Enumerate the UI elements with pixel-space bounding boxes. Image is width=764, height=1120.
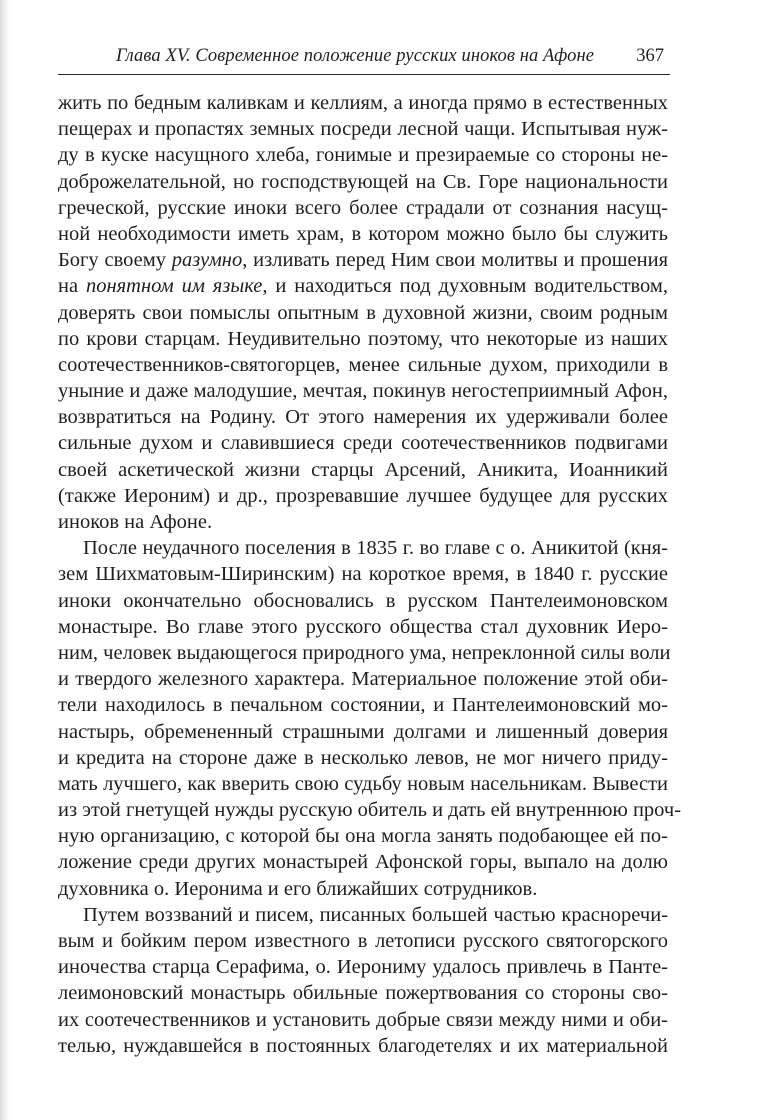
text-line: ную организацию, с которой бы она могла занять подобающее ей по-	[58, 825, 668, 848]
text-line: иноков на Афоне.	[58, 511, 213, 533]
text-line: (также Иероним) и др., прозревавшие лучшее будущее для русских	[58, 484, 668, 507]
text-line: по крови старцам. Неудивительно поэтому, что некоторые из наших	[58, 327, 668, 350]
text-line: доброжелательной, но господствующей на Св. Горе национальности	[58, 170, 668, 193]
text-line: уныние и даже малодушие, мечтая, покинув негостеприимный Афон,	[58, 380, 668, 403]
text-line: иноки окончательно обосновались в русском Пантелеимоновском	[58, 589, 668, 612]
text-line: своей аскетической жизни старцы Арсений, Аникита, Иоанникий	[58, 458, 668, 481]
text-line: вым и бойким пером известного в летописи русского святогорского	[58, 930, 668, 952]
text-line: возвратиться на Родину. От этого намерения их удерживали более	[58, 406, 668, 429]
text-line: жить по бедным каливкам и келлиям, а иногда прямо в естественных	[58, 92, 668, 114]
text-fragment: Богу своему	[58, 249, 172, 272]
text-line	[58, 273, 668, 299]
text-line: ной необходимости иметь храм, в котором можно было бы служить	[58, 222, 668, 245]
text-line: доверять свои помыслы опытным в духовной жизни, своим родным	[58, 301, 668, 324]
running-title: Глава XV. Современное положение русских иноков на Афоне	[116, 46, 595, 66]
text-fragment: , и находиться под духовным водительством,	[262, 275, 668, 298]
text-line: и кредита на стороне даже в несколько левов, не мог ничего приду-	[58, 746, 668, 769]
text-line	[58, 247, 668, 273]
text-line: духовника о. Иеронима и его ближайших сотрудников.	[58, 877, 538, 900]
italic-emphasis: разумно	[171, 249, 243, 272]
text-line: греческой, русские иноки всего более страдали от сознания насущ-	[58, 196, 668, 219]
body-text	[58, 90, 682, 1059]
text-line: иночества старца Серафима, о. Иерониму удалось привлечь в Панте-	[58, 956, 668, 979]
text-line: соотечественников-святогорцев, менее сильные духом, приходили в	[58, 353, 668, 376]
page-edge-shadow	[0, 0, 10, 1120]
text-line: монастыре. Во главе этого русского общества стал духовник Иеро-	[58, 615, 668, 638]
text-line: телью, нуждавшейся в постоянных благодетелях и их материальной	[58, 1034, 668, 1057]
text-line: пещерах и пропастях земных посреди лесной чащи. Испытывая нуж-	[58, 118, 668, 141]
text-line: ложение среди других монастырей Афонской горы, выпало на долю	[58, 851, 668, 874]
text-line: зем Шихматовым-Ширинским) на короткое время, в 1840 г. русские	[58, 563, 668, 586]
text-line: мать лучшего, как вверить свою судьбу новым насельникам. Вывести	[58, 772, 668, 795]
text-line: их соотечественников и установить добрые связи между ними и оби-	[58, 1008, 668, 1031]
text-line: леимоновский монастырь обильные пожертвования со стороны сво-	[58, 982, 668, 1005]
text-line: ним, человек выдающегося природного ума, непреклонной силы воли	[58, 641, 671, 664]
text-line: Путем воззваний и писем, писанных большей частью красноречи-	[83, 903, 668, 926]
text-fragment: , изливать перед Ним свои молитвы и прошения	[242, 249, 668, 272]
running-header	[58, 44, 670, 75]
italic-emphasis: понятном им языке	[85, 275, 263, 298]
text-line: и твердого железного характера. Материальное положение этой оби-	[58, 668, 668, 691]
text-fragment: на	[58, 275, 86, 298]
text-line: настырь, обремененный страшными долгами и лишенный доверия	[58, 720, 668, 743]
text-line: ду в куске насущного хлеба, гонимые и презираемые со стороны не-	[58, 144, 668, 167]
text-line: тели находилось в печальном состоянии, и Пантелеимоновский мо-	[58, 694, 668, 717]
text-line: После неудачного поселения в 1835 г. во главе с о. Аникитой (кня-	[83, 537, 668, 560]
page-number: 367	[636, 46, 664, 66]
text-line: из этой гнетущей нужды русскую обитель и дать ей внутреннюю проч-	[58, 799, 682, 822]
text-line: сильные духом и славившиеся среди соотечественников подвигами	[58, 432, 668, 455]
